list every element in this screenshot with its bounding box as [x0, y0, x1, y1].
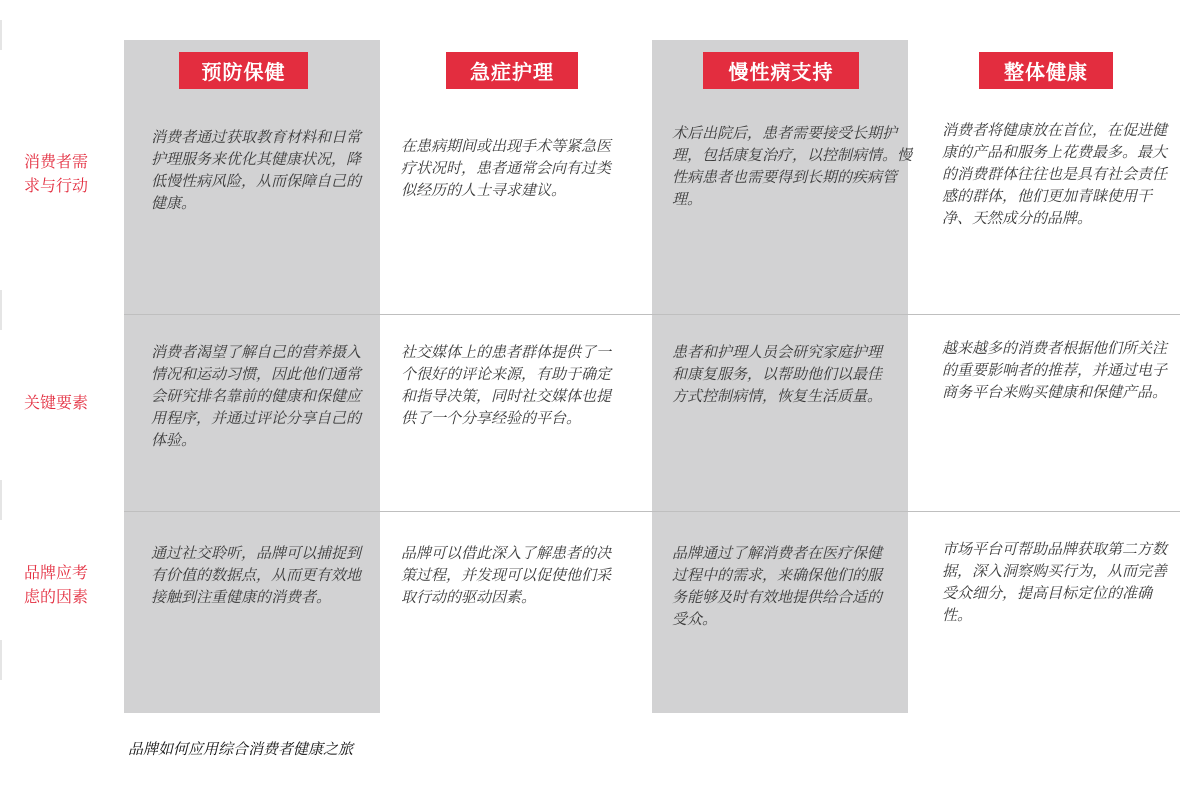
- cell-brand-acute: 品牌可以借此深入了解患者的决策过程，并发现可以促使他们采取行动的驱动因素。: [401, 544, 612, 606]
- cell-needs-chronic: 术后出院后，患者需要接受长期护理，包括康复治疗，以控制病情。慢性病患者也需要得到长期的疾病管理。: [672, 124, 913, 208]
- row-label-brand-considerations: [0, 561, 112, 609]
- cell-key-acute: 社交媒体上的患者群体提供了一个很好的评论来源，有助于确定和指导决策，同时社交媒体也提供了一个分享经验的平台。: [401, 343, 612, 427]
- cell-needs-prevention: 消费者通过获取教育材料和日常护理服务来优化其健康状况，降低慢性病风险，从而保障自己的健康。: [151, 128, 362, 212]
- cell-needs-wellness: 消费者将健康放在首位，在促进健康的产品和服务上花费最多。最大的消费群体往往也是具有社会责任感的群体，他们更加青睐使用干净、天然成分的品牌。: [942, 121, 1168, 227]
- cell-key-prevention: 消费者渴望了解自己的营养摄入情况和运动习惯，因此他们通常会研究排名靠前的健康和保健应用程序，并通过评论分享自己的体验。: [151, 343, 362, 449]
- left-edge-mark: [0, 20, 2, 50]
- left-edge-mark: [0, 290, 2, 330]
- row-divider: [124, 314, 1180, 315]
- cell-brand-chronic: 品牌通过了解消费者在医疗保健过程中的需求，来确保他们的服务能够及时有效地提供给合适的受众。: [672, 544, 883, 628]
- row-label-needs: [0, 150, 112, 198]
- row-label-needs-text: 消费者需求与行动: [23, 152, 88, 195]
- row-label-key-factors-text: 关键要素: [23, 393, 88, 412]
- column-header-acute: 急症护理: [446, 52, 578, 89]
- figure-caption: 品牌如何应用综合消费者健康之旅: [128, 740, 354, 758]
- row-label-key-factors: [0, 391, 112, 415]
- column-header-prevention: 预防保健: [179, 52, 308, 89]
- column-header-chronic: 慢性病支持: [703, 52, 859, 89]
- left-edge-mark: [0, 640, 2, 680]
- column-header-wellness: 整体健康: [979, 52, 1113, 89]
- cell-needs-acute: 在患病期间或出现手术等紧急医疗状况时，患者通常会向有过类似经历的人士寻求建议。: [401, 137, 612, 199]
- cell-brand-prevention: 通过社交聆听，品牌可以捕捉到有价值的数据点，从而更有效地接触到注重健康的消费者。: [151, 544, 362, 606]
- row-label-brand-text: 品牌应考虑的因素: [23, 563, 88, 606]
- left-edge-mark: [0, 480, 2, 520]
- row-divider: [124, 511, 1180, 512]
- cell-key-chronic: 患者和护理人员会研究家庭护理和康复服务，以帮助他们以最佳方式控制病情，恢复生活质量。: [672, 343, 883, 405]
- cell-key-wellness: 越来越多的消费者根据他们所关注的重要影响者的推荐，并通过电子商务平台来购买健康和保健产品。: [942, 339, 1168, 401]
- cell-brand-wellness: 市场平台可帮助品牌获取第二方数据，深入洞察购买行为，从而完善受众细分，提高目标定位的准确性。: [942, 540, 1168, 624]
